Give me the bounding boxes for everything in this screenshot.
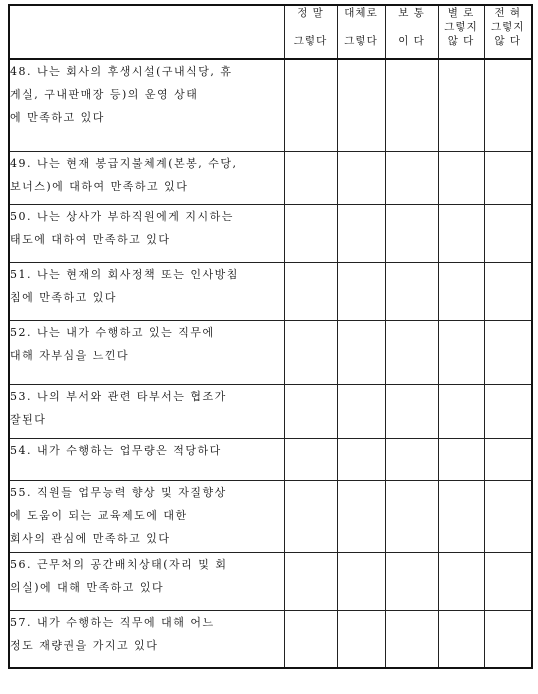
response-cell[interactable] — [484, 610, 532, 668]
header-neutral — [385, 5, 438, 59]
response-cell[interactable] — [438, 610, 484, 668]
question-text-cell — [9, 384, 284, 438]
header-label: 정 말 — [297, 7, 324, 19]
response-cell[interactable] — [438, 262, 484, 320]
response-cell[interactable] — [284, 480, 337, 552]
header-label: 전 혀 — [494, 7, 522, 19]
response-cell[interactable] — [284, 438, 337, 480]
response-cell[interactable] — [484, 262, 532, 320]
question-line: 53. 나의 부서와 관련 타부서는 협조가 — [10, 389, 227, 403]
question-line: 게실, 구내판매장 등)의 운영 상태 — [10, 88, 199, 101]
header-label: 대체로 — [344, 7, 378, 19]
response-cell[interactable] — [284, 204, 337, 262]
response-cell[interactable] — [337, 552, 385, 610]
question-line: 의실)에 대해 만족하고 있다 — [10, 580, 165, 594]
question-line: 잘된다 — [10, 412, 47, 426]
response-cell[interactable] — [385, 204, 438, 262]
response-cell[interactable] — [284, 320, 337, 384]
question-line: 51. 나는 현재의 회사정책 또는 인사방침 — [10, 267, 239, 281]
response-cell[interactable] — [438, 320, 484, 384]
response-cell[interactable] — [438, 59, 484, 151]
question-text-cell — [9, 151, 284, 204]
question-row — [9, 204, 532, 262]
question-text-cell — [9, 262, 284, 320]
response-cell[interactable] — [337, 204, 385, 262]
response-cell[interactable] — [337, 438, 385, 480]
response-cell[interactable] — [484, 480, 532, 552]
header-label: 그렇다 — [293, 35, 328, 47]
question-text-cell — [9, 438, 284, 480]
question-line: 에 만족하고 있다 — [10, 111, 105, 124]
header-label: 않 다 — [447, 35, 475, 47]
response-cell[interactable] — [484, 204, 532, 262]
question-row — [9, 320, 532, 384]
question-line: 52. 나는 내가 수행하고 있는 직무에 — [10, 325, 215, 339]
response-cell[interactable] — [385, 552, 438, 610]
response-cell[interactable] — [484, 384, 532, 438]
response-cell[interactable] — [385, 262, 438, 320]
response-cell[interactable] — [337, 384, 385, 438]
header-label: 별 로 — [447, 7, 475, 19]
header-label: 그렇지 — [491, 21, 525, 33]
header-label: 이 다 — [398, 35, 425, 47]
question-line: 회사의 관심에 만족하고 있다 — [10, 531, 171, 545]
response-cell[interactable] — [438, 438, 484, 480]
question-line: 57. 내가 수행하는 직무에 대해 어느 — [10, 615, 215, 629]
response-cell[interactable] — [385, 320, 438, 384]
response-cell[interactable] — [284, 384, 337, 438]
header-blank-cell — [9, 5, 284, 59]
header-row — [9, 5, 532, 59]
response-cell[interactable] — [337, 59, 385, 151]
response-cell[interactable] — [337, 320, 385, 384]
question-line: 에 도움이 되는 교육제도에 대한 — [10, 508, 188, 522]
question-text-cell — [9, 320, 284, 384]
response-cell[interactable] — [284, 552, 337, 610]
question-row — [9, 480, 532, 552]
response-cell[interactable] — [438, 204, 484, 262]
response-cell[interactable] — [337, 610, 385, 668]
header-label: 않 다 — [494, 35, 522, 47]
header-mostly-disagree — [438, 5, 484, 59]
question-row — [9, 438, 532, 480]
question-text-cell — [9, 610, 284, 668]
response-cell[interactable] — [337, 262, 385, 320]
question-line: 48. 나는 회사의 후생시설(구내식당, 휴 — [10, 65, 233, 78]
question-text-cell — [9, 204, 284, 262]
question-line: 태도에 대하여 만족하고 있다 — [10, 232, 171, 246]
question-row — [9, 552, 532, 610]
response-cell[interactable] — [438, 480, 484, 552]
response-cell[interactable] — [385, 59, 438, 151]
question-row — [9, 59, 532, 151]
question-line: 55. 직원들 업무능력 향상 및 자질향상 — [10, 485, 227, 499]
question-line: 56. 근무처의 공간배치상태(자리 및 회 — [10, 557, 228, 571]
question-line: 보너스)에 대하여 만족하고 있다 — [10, 179, 189, 193]
response-cell[interactable] — [385, 610, 438, 668]
header-very-much-agree — [284, 5, 337, 59]
response-cell[interactable] — [438, 151, 484, 204]
response-cell[interactable] — [438, 552, 484, 610]
question-row — [9, 384, 532, 438]
question-row — [9, 262, 532, 320]
response-cell[interactable] — [284, 151, 337, 204]
question-text-cell — [9, 59, 284, 151]
response-cell[interactable] — [284, 59, 337, 151]
response-cell[interactable] — [484, 151, 532, 204]
response-cell[interactable] — [484, 438, 532, 480]
header-label: 보 통 — [398, 7, 425, 19]
response-cell[interactable] — [337, 480, 385, 552]
response-cell[interactable] — [484, 320, 532, 384]
question-row — [9, 151, 532, 204]
header-label: 그렇지 — [444, 21, 478, 33]
header-mostly-agree — [337, 5, 385, 59]
response-cell[interactable] — [385, 480, 438, 552]
header-label: 그렇다 — [344, 35, 378, 47]
header-strongly-disagree — [484, 5, 532, 59]
question-text-cell — [9, 552, 284, 610]
question-row — [9, 610, 532, 668]
question-line: 54. 내가 수행하는 업무량은 적당하다 — [10, 443, 222, 457]
response-cell[interactable] — [385, 151, 438, 204]
question-line: 대해 자부심을 느낀다 — [10, 348, 130, 362]
question-line: 정도 재량권을 가지고 있다 — [10, 638, 159, 652]
response-cell[interactable] — [284, 262, 337, 320]
response-cell[interactable] — [385, 384, 438, 438]
response-cell[interactable] — [385, 438, 438, 480]
response-cell[interactable] — [484, 552, 532, 610]
response-cell[interactable] — [484, 59, 532, 151]
question-text-cell — [9, 480, 284, 552]
survey-table — [8, 4, 533, 669]
response-cell[interactable] — [284, 610, 337, 668]
response-cell[interactable] — [438, 384, 484, 438]
question-line: 침에 만족하고 있다 — [10, 290, 118, 304]
response-cell[interactable] — [337, 151, 385, 204]
question-line: 50. 나는 상사가 부하직원에게 지시하는 — [10, 209, 234, 223]
question-line: 49. 나는 현재 봉급지불체계(본봉, 수당, — [10, 156, 238, 170]
